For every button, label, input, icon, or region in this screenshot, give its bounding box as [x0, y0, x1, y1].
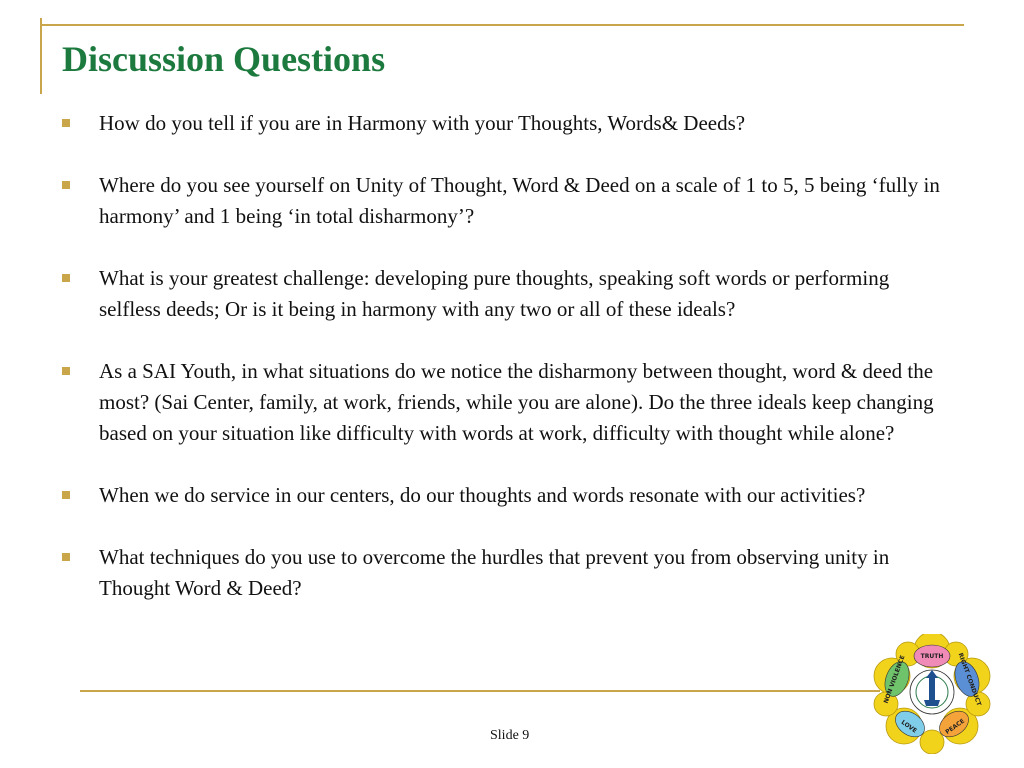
- svg-text:TRUTH: TRUTH: [920, 653, 944, 660]
- question-text: When we do service in our centers, do our thoughts and words resonate with our activities?: [99, 483, 866, 507]
- svg-text:NON VIOLENCE: NON VIOLENCE: [882, 654, 907, 705]
- bullet-square-icon: [62, 491, 70, 499]
- question-list: [62, 108, 952, 635]
- question-text: What is your greatest challenge: developing pure thoughts, speaking soft words or performing selfless deeds; Or is it being in harmony with any two or all of these ideals?: [99, 266, 890, 321]
- list-item: [62, 356, 952, 449]
- svg-text:LOVE: LOVE: [899, 718, 918, 735]
- frame-vertical-line: [40, 18, 42, 94]
- svg-text:PEACE: PEACE: [944, 717, 967, 736]
- question-text: How do you tell if you are in Harmony with your Thoughts, Words& Deeds?: [99, 111, 746, 135]
- list-item: [62, 542, 952, 604]
- question-text: Where do you see yourself on Unity of Thought, Word & Deed on a scale of 1 to 5, 5 being ‘fully in harmony’ and 1 being ‘in total disharmony’?: [99, 173, 940, 228]
- slide-title: Discussion Questions: [62, 39, 386, 79]
- bullet-square-icon: [62, 119, 70, 127]
- question-text: As a SAI Youth, in what situations do we notice the disharmony between thought, word & deed the most? (Sai Center, family, at work, friends, while you are alone). Do the three ideals keep changing based on your situation like difficulty with words at work, difficulty with thought while alone?: [99, 359, 934, 445]
- list-item: [62, 108, 952, 139]
- frame-bottom-line: [80, 690, 880, 692]
- question-text: What techniques do you use to overcome the hurdles that prevent you from observing unity in Thought Word & Deed?: [99, 545, 890, 600]
- list-item: [62, 480, 952, 511]
- bullet-square-icon: [62, 181, 70, 189]
- bullet-square-icon: [62, 367, 70, 375]
- sai-education-lotus-logo-icon: [872, 634, 992, 754]
- slide-number: Slide 9: [490, 728, 530, 743]
- bullet-square-icon: [62, 553, 70, 561]
- list-item: [62, 170, 952, 232]
- frame-top-line: [40, 24, 964, 26]
- bullet-square-icon: [62, 274, 70, 282]
- svg-text:RIGHT CONDUCT: RIGHT CONDUCT: [956, 652, 983, 707]
- list-item: [62, 263, 952, 325]
